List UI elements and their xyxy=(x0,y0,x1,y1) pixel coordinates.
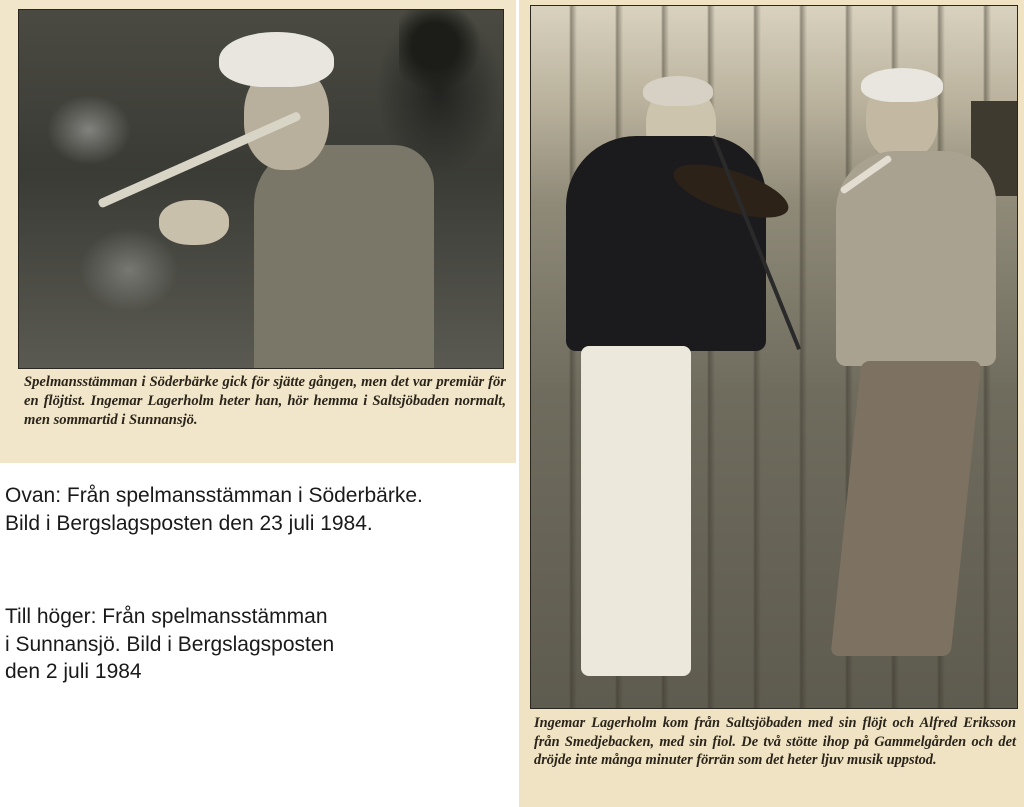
flutist-trousers xyxy=(830,361,981,656)
violinist-trousers xyxy=(581,346,691,676)
flutist-hair xyxy=(861,68,943,102)
clipping-left xyxy=(0,0,516,463)
note-hoger xyxy=(5,603,515,686)
flutist-sweater xyxy=(836,151,996,366)
caption-right: Ingemar Lagerholm kom från Saltsjöbaden med sin flöjt och Alfred Eriksson från Smedjebacken, med sin fiol. De två stötte ihop på Gammelgården och det dröjde inte många minuter förrän som det heter ljuv musik uppstod. xyxy=(534,715,1016,768)
note-hoger-line1: Till höger: Från spelmansstämman xyxy=(5,605,328,628)
clipping-right xyxy=(519,0,1024,807)
flute-player-body xyxy=(254,145,434,369)
note-ovan-line1: Ovan: Från spelmansstämman i Söderbärke. xyxy=(5,484,423,507)
note-ovan xyxy=(5,482,515,537)
violinist-sweater xyxy=(566,136,766,351)
note-hoger-line2: i Sunnansjö. Bild i Bergslagsposten xyxy=(5,632,335,656)
photo-duet xyxy=(530,5,1018,709)
caption-left: Spelmansstämman i Söderbärke gick för sjätte gången, men det var premiär för en flöjtist. Ingemar Lagerholm heter han, hör hemma i Saltsjöbaden normalt, men sommartid i Sunnansjö. xyxy=(24,374,506,428)
leaves-decoration xyxy=(399,10,489,100)
note-ovan-line2: Bild i Bergslagsposten den 23 juli 1984. xyxy=(5,511,373,535)
flute-player-hands xyxy=(159,200,229,245)
flute-player-hair xyxy=(219,32,334,87)
note-hoger-line3: den 2 juli 1984 xyxy=(5,660,142,683)
photo-flute-player xyxy=(18,9,504,369)
violinist-hair xyxy=(643,76,713,106)
